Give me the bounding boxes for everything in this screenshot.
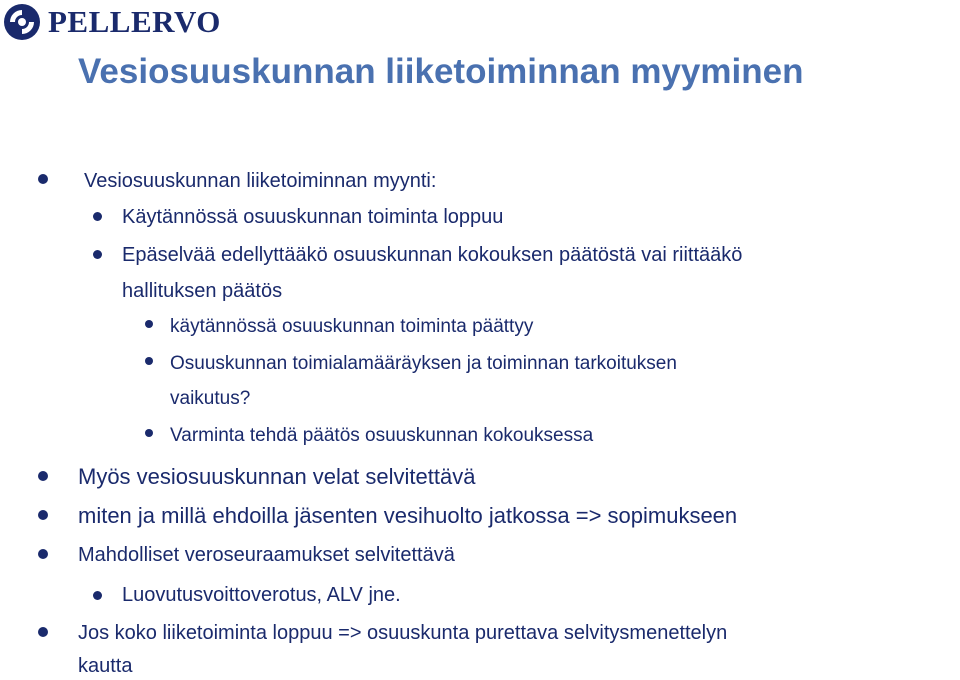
bullet-dot (38, 174, 48, 184)
bullet-dot (38, 549, 48, 559)
bullet-item: Luovutusvoittoverotus, ALV jne. (122, 584, 401, 606)
bullet-dot (93, 250, 102, 259)
bullet-dot (145, 429, 153, 437)
bullet-item: Jos koko liiketoiminta loppuu => osuuskunta purettava selvitysmenettelyn (78, 622, 728, 644)
bullet-dot (145, 320, 153, 328)
bullet-item: Osuuskunnan toimialamääräyksen ja toiminnan tarkoituksen (170, 353, 677, 374)
page-title: Vesiosuuskunnan liiketoiminnan myyminen (78, 52, 804, 91)
bullet-dot (38, 510, 48, 520)
logo-text: PELLERVO (48, 4, 221, 39)
bullet-item: käytännössä osuuskunnan toiminta päättyy (170, 316, 534, 337)
bullet-item-continuation: hallituksen päätös (122, 280, 283, 302)
bullet-item: Vesiosuuskunnan liiketoiminnan myynti: (84, 170, 437, 192)
bullet-dot (93, 212, 102, 221)
bullet-item: Epäselvää edellyttääkö osuuskunnan kokouksen päätöstä vai riittääkö (122, 244, 743, 266)
bullet-item: Mahdolliset veroseuraamukset selvitettävä (78, 544, 455, 566)
bullet-dot (93, 591, 102, 600)
bullet-item-continuation: kautta (78, 655, 133, 677)
bullet-item: Käytännössä osuuskunnan toiminta loppuu (122, 206, 504, 228)
bullet-item: miten ja millä ehdoilla jäsenten vesihuolto jatkossa => sopimukseen (78, 503, 738, 528)
bullet-item-continuation: vaikutus? (170, 388, 251, 409)
bullet-dot (38, 471, 48, 481)
bullet-item: Myös vesiosuuskunnan velat selvitettävä (78, 464, 476, 489)
bullet-dot (145, 357, 153, 365)
bullet-item: Varminta tehdä päätös osuuskunnan kokouksessa (170, 425, 594, 446)
bullet-dot (38, 627, 48, 637)
